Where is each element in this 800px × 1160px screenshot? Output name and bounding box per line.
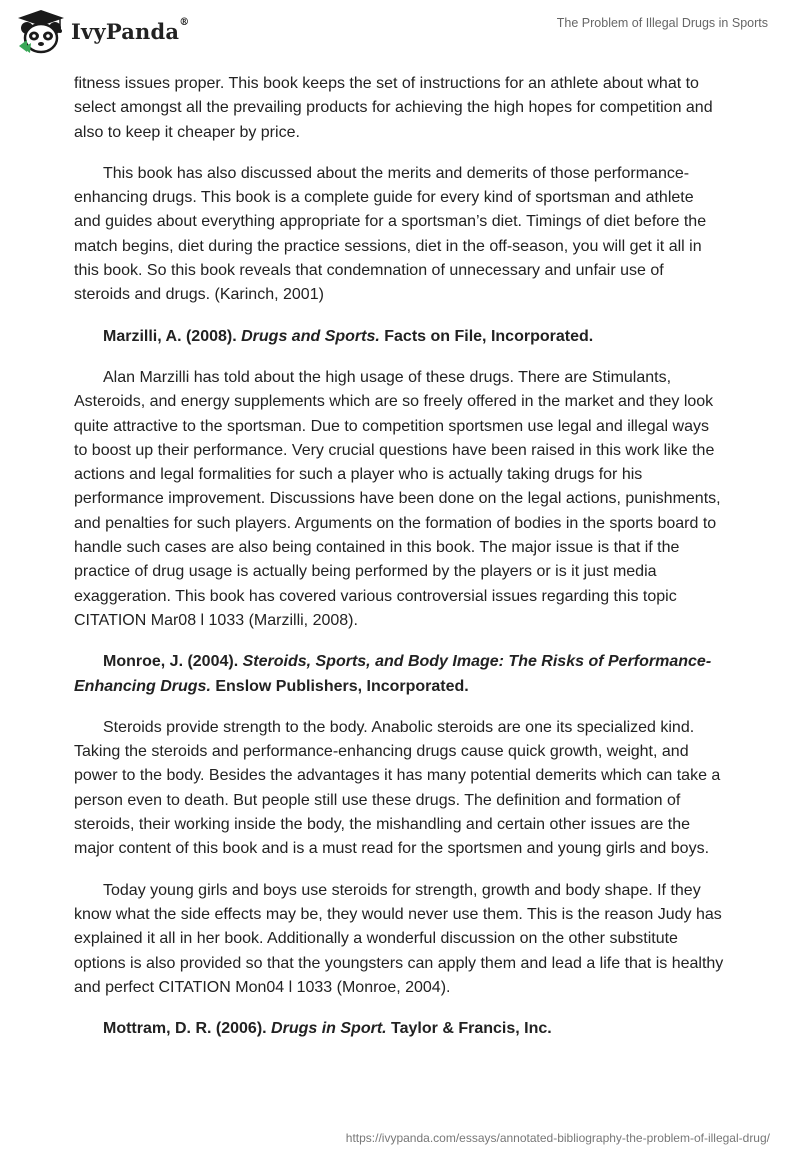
document-title: The Problem of Illegal Drugs in Sports: [556, 16, 768, 30]
citation-marzilli: Marzilli, A. (2008). Drugs and Sports. Facts on File, Incorporated.: [103, 327, 594, 345]
page-header: [0, 0, 800, 60]
paragraph: This book has also discussed about the merits and demerits of those performance-enhancing drugs. This book is a complete guide for every kind of sportsman and athlete and guides about everything appropriate for a sportsman’s diet. Timings of diet before the match begins, diet during the practice sessions, diet in the off-season, you will get it all in this book. So this book reveals that condemnation of unnecessary and unfair use of steroids and drugs. (Karinch, 2001): [74, 164, 707, 304]
paragraph: fitness issues proper. This book keeps the set of instructions for an athlete about what to select amongst all the prevailing products for achieving the high hopes for competition and also to keep it cheaper by price.: [74, 75, 713, 141]
brand-logo[interactable]: [15, 8, 189, 54]
panda-graduate-icon: [15, 8, 67, 54]
paragraph: Steroids provide strength to the body. Anabolic steroids are one its specialized kind. Taking the steroids and performance-enhancing drugs cause quick growth, weight, and power to the body. Besides the advantages it has many potential demerits which can take a person even to death. But people still use these drugs. The definition and formation of steroids, their working inside the body, the mishandling and certain other issues are the major content of this book and is a must read for the sportsmen and young girls and boys.: [74, 718, 721, 858]
source-url-link[interactable]: https://ivypanda.com/essays/annotated-bibliography-the-problem-of-illegal-drug/: [345, 1131, 770, 1145]
citation-mottram: Mottram, D. R. (2006). Drugs in Sport. Taylor & Francis, Inc.: [103, 1020, 552, 1038]
paragraph: Today young girls and boys use steroids for strength, growth and body shape. If they know what the side effects may be, they would never use them. This is the reason Judy has explained it all in her book. Additionally a wonderful discussion on the other substitute options is also provided so that the youngsters can apply them and lead a life that is healthy and perfect CITATION Mon04 l 1033 (Monroe, 2004).: [74, 881, 724, 996]
brand-name: IvyPanda®: [71, 16, 190, 44]
essay-body: [74, 72, 724, 1058]
citation-monroe: Monroe, J. (2004). Steroids, Sports, and Body Image: The Risks of Performance-Enhancing Drugs. Enslow Publishers, Incorporated.: [74, 653, 712, 695]
paragraph: Alan Marzilli has told about the high usage of these drugs. There are Stimulants, Asteroids, and energy supplements which are so freely offered in the market and they look quite attractive to the sportsman. Due to competition sportsmen use legal and illegal ways to boost up their performance. Very crucial questions have been raised in this work like the actions and legal formalities for such a player who is actually taking drugs for his performance improvement. Discussions have been done on the legal actions, punishments, and penalties for such players. Arguments on the formation of bodies in the sports board to handle such cases are also being contained in this book. The major issue is that if the practice of drug usage is actually being performed by the players or is it just media exaggeration. This book has covered various controversial issues regarding this topic CITATION Mar08 l 1033 (Marzilli, 2008).: [74, 368, 721, 629]
